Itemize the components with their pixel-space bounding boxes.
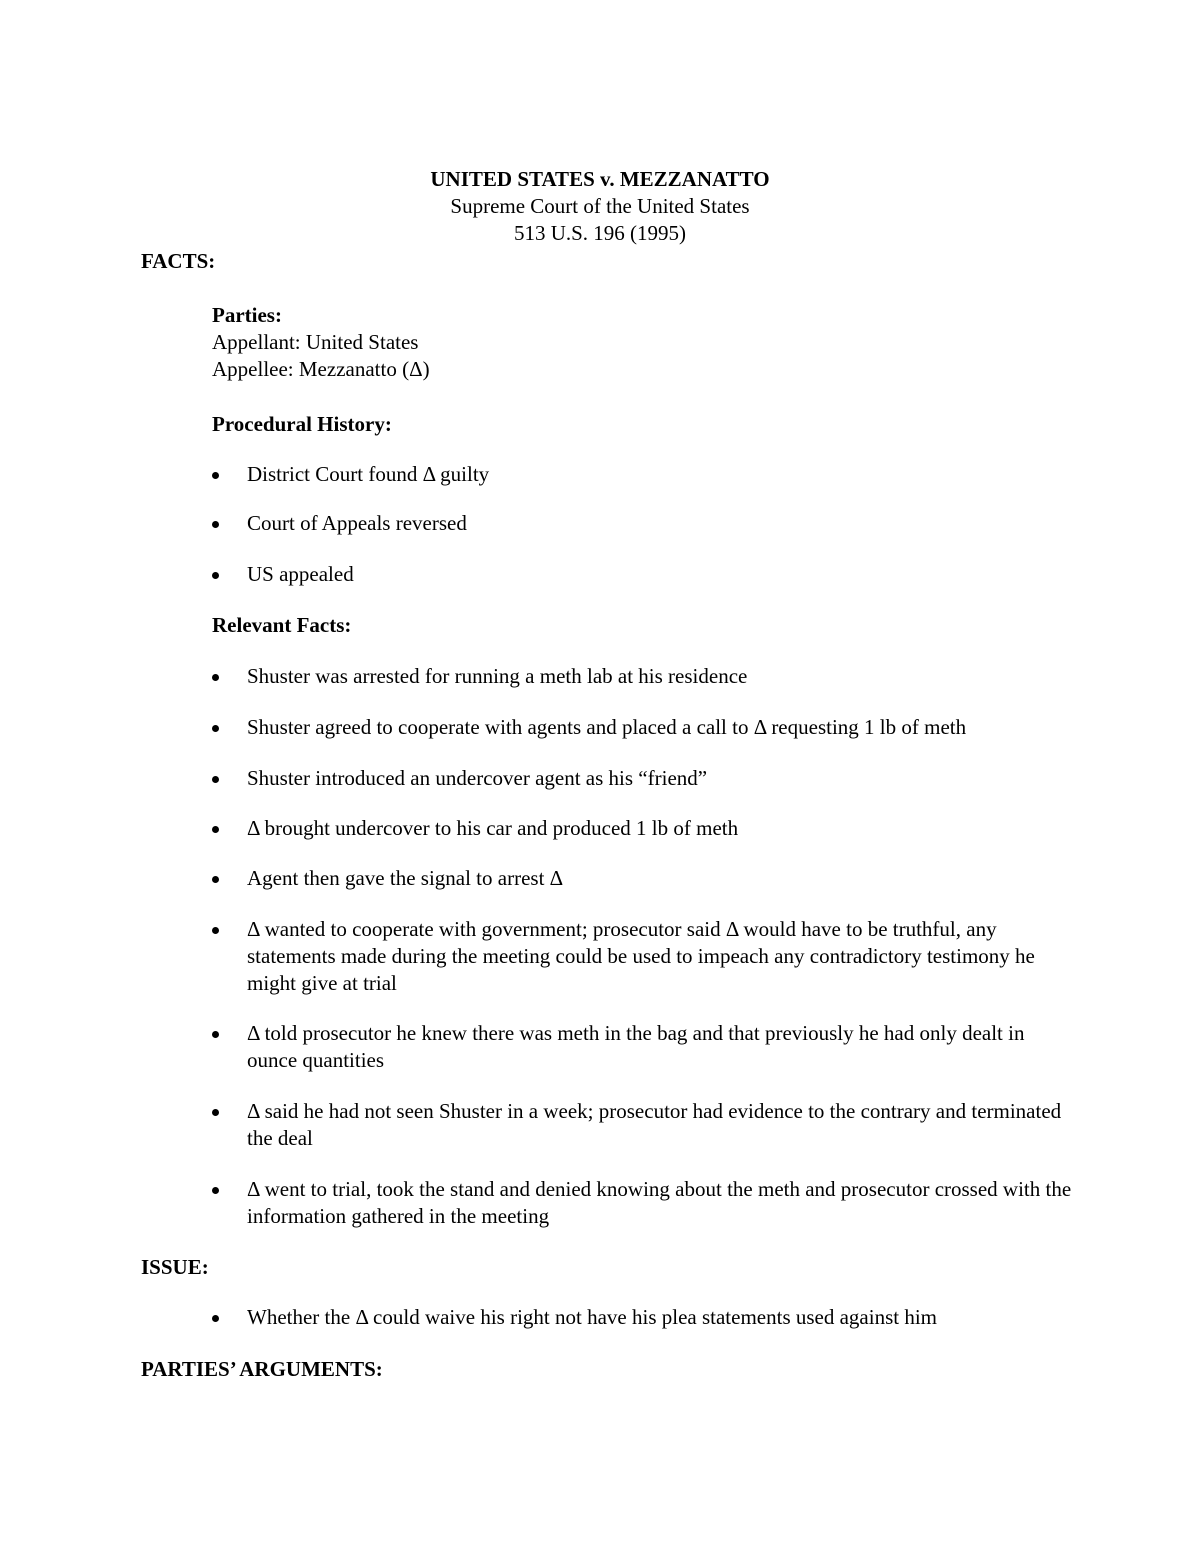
case-citation: 513 U.S. 196 (1995) <box>513 221 687 245</box>
case-header <box>0 166 1200 247</box>
bullet-icon <box>212 472 219 479</box>
bullet-icon <box>212 1315 219 1322</box>
bullet-icon <box>212 927 219 934</box>
parties-arguments-heading: PARTIES’ ARGUMENTS: <box>141 1357 383 1381</box>
case-title: UNITED STATES v. MEZZANATTO <box>430 167 770 191</box>
bullet-icon <box>212 572 219 579</box>
court-name: Supreme Court of the United States <box>450 194 750 218</box>
bullet-icon <box>212 1031 219 1038</box>
appellant-line: Appellant: United States <box>212 330 419 354</box>
bullet-icon <box>212 776 219 783</box>
procedural-history-label: Procedural History: <box>212 412 392 436</box>
bullet-icon <box>212 1109 219 1116</box>
document-page: UNITED STATES v. MEZZANATTO Supreme Court of the United States 513 U.S. 196 (1995) FACTS: Parties: Appellant: United States Appellee: Mezzanatto (Δ) Procedural History: District Court found Δ guilty Court of Appeals reversed US appealed Relevant Facts: Shuster was arrested for running a meth lab at his residence Shuster agreed to cooperate with agents and placed a call to Δ requesting 1 lb of meth Shuster introduced an undercover agent as his “friend” Δ brought undercover to his car and produced 1 lb of meth Agent then gave the signal to arrest Δ Δ wanted to cooperate with government; prosecutor said Δ would have to be truthful, any statements made during the meeting could be used to impeach any contradictory testimony he might give at trial Δ told prosecutor he knew there was meth in the bag and that previously he had only dealt in ounce quantities Δ said he had not seen Shuster in a week; prosecutor had evidence to the contrary and terminated the deal Δ went to trial, took the stand and denied knowing about the meth and prosecutor crossed with the information gathered in the meeting ISSUE: Whether the Δ could waive his right not have his plea statements used against him PARTIES’ ARGUMENTS: <box>0 0 1200 1553</box>
appellee-line: Appellee: Mezzanatto (Δ) <box>212 357 430 381</box>
bullet-icon <box>212 1187 219 1194</box>
bullet-icon <box>212 826 219 833</box>
bullet-icon <box>212 521 219 528</box>
parties-label: Parties: <box>212 303 282 327</box>
bullet-icon <box>212 674 219 681</box>
bullet-icon <box>212 725 219 732</box>
relevant-facts-label: Relevant Facts: <box>212 613 352 637</box>
facts-heading: FACTS: <box>141 249 216 273</box>
bullet-icon <box>212 876 219 883</box>
issue-heading: ISSUE: <box>141 1255 209 1279</box>
